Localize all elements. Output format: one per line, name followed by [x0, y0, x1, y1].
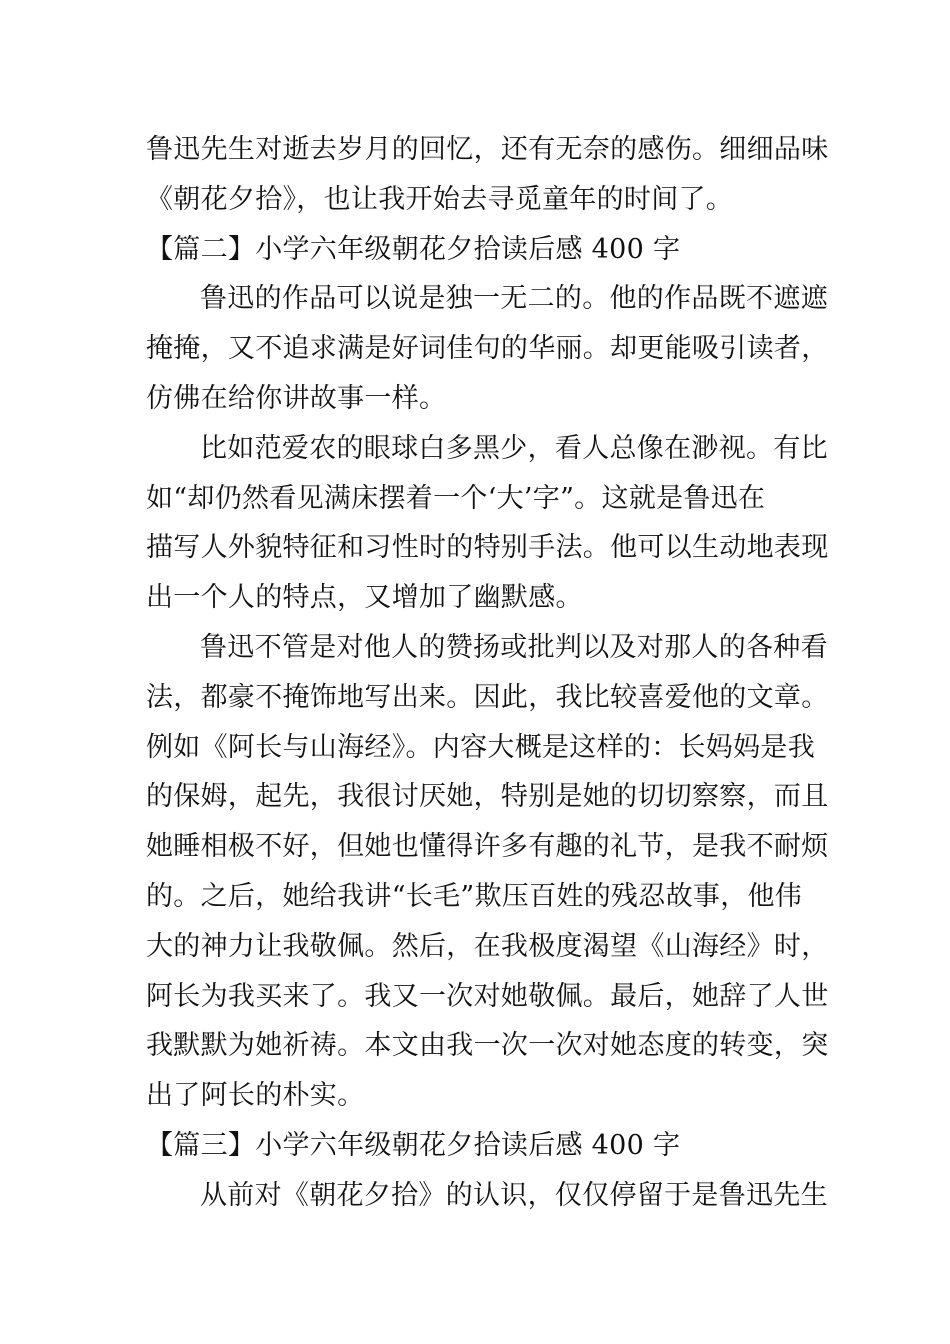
text-line: 阿长为我买来了。我又一次对她敬佩。最后，她辞了人世: [146, 980, 829, 1012]
text-line: 大的神力让我敬佩。然后，在我极度渴望《山海经》时，: [146, 930, 829, 962]
document-body: [146, 125, 829, 1221]
text-line: 例如《阿长与山海经》。内容大概是这样的：长妈妈是我: [146, 731, 815, 763]
text-line: 比如范爱农的眼球白多黑少，看人总像在渺视。有比: [200, 432, 828, 464]
text-line: 的。之后，她给我讲“长毛”欺压百姓的残忍故事，他伟: [146, 880, 803, 912]
text-line: 鲁迅不管是对他人的赞扬或批判以及对那人的各种看: [200, 631, 828, 663]
text-line: 从前对《朝花夕拾》的认识，仅仅停留于是鲁迅先生: [200, 1179, 828, 1211]
text-line: 我默默为她祈祷。本文由我一次一次对她态度的转变，突: [146, 1030, 829, 1062]
text-line: 她睡相极不好，但她也懂得许多有趣的礼节，是我不耐烦: [146, 831, 829, 863]
text-line: 鲁迅的作品可以说是独一无二的。他的作品既不遮遮: [200, 283, 828, 315]
section-heading: 【篇三】小学六年级朝花夕拾读后感 400 字: [146, 1129, 681, 1161]
section-heading: 【篇二】小学六年级朝花夕拾读后感 400 字: [146, 233, 681, 265]
text-line: 鲁迅先生对逝去岁月的回忆，还有无奈的感伤。细细品味: [146, 134, 829, 165]
text-line: 描写人外貌特征和习性时的特别手法。他可以生动地表现: [146, 532, 829, 564]
text-line: 法，都豪不掩饰地写出来。因此，我比较喜爱他的文章。: [146, 681, 829, 713]
text-line: 《朝花夕拾》，也让我开始去寻觅童年的时间了。: [146, 183, 734, 215]
text-line: 掩掩，又不追求满是好词佳句的华丽。却更能吸引读者，: [146, 333, 829, 365]
text-line: 出了阿长的朴实。: [146, 1080, 365, 1112]
text-line: 如“却仍然看见满床摆着一个‘大’字”。这就是鲁迅在: [146, 482, 766, 514]
text-line: 出一个人的特点，又增加了幽默感。: [146, 582, 583, 614]
text-line: 的保姆，起先，我很讨厌她，特别是她的切切察察，而且: [146, 781, 829, 813]
text-line: 仿佛在给你讲故事一样。: [146, 382, 447, 414]
